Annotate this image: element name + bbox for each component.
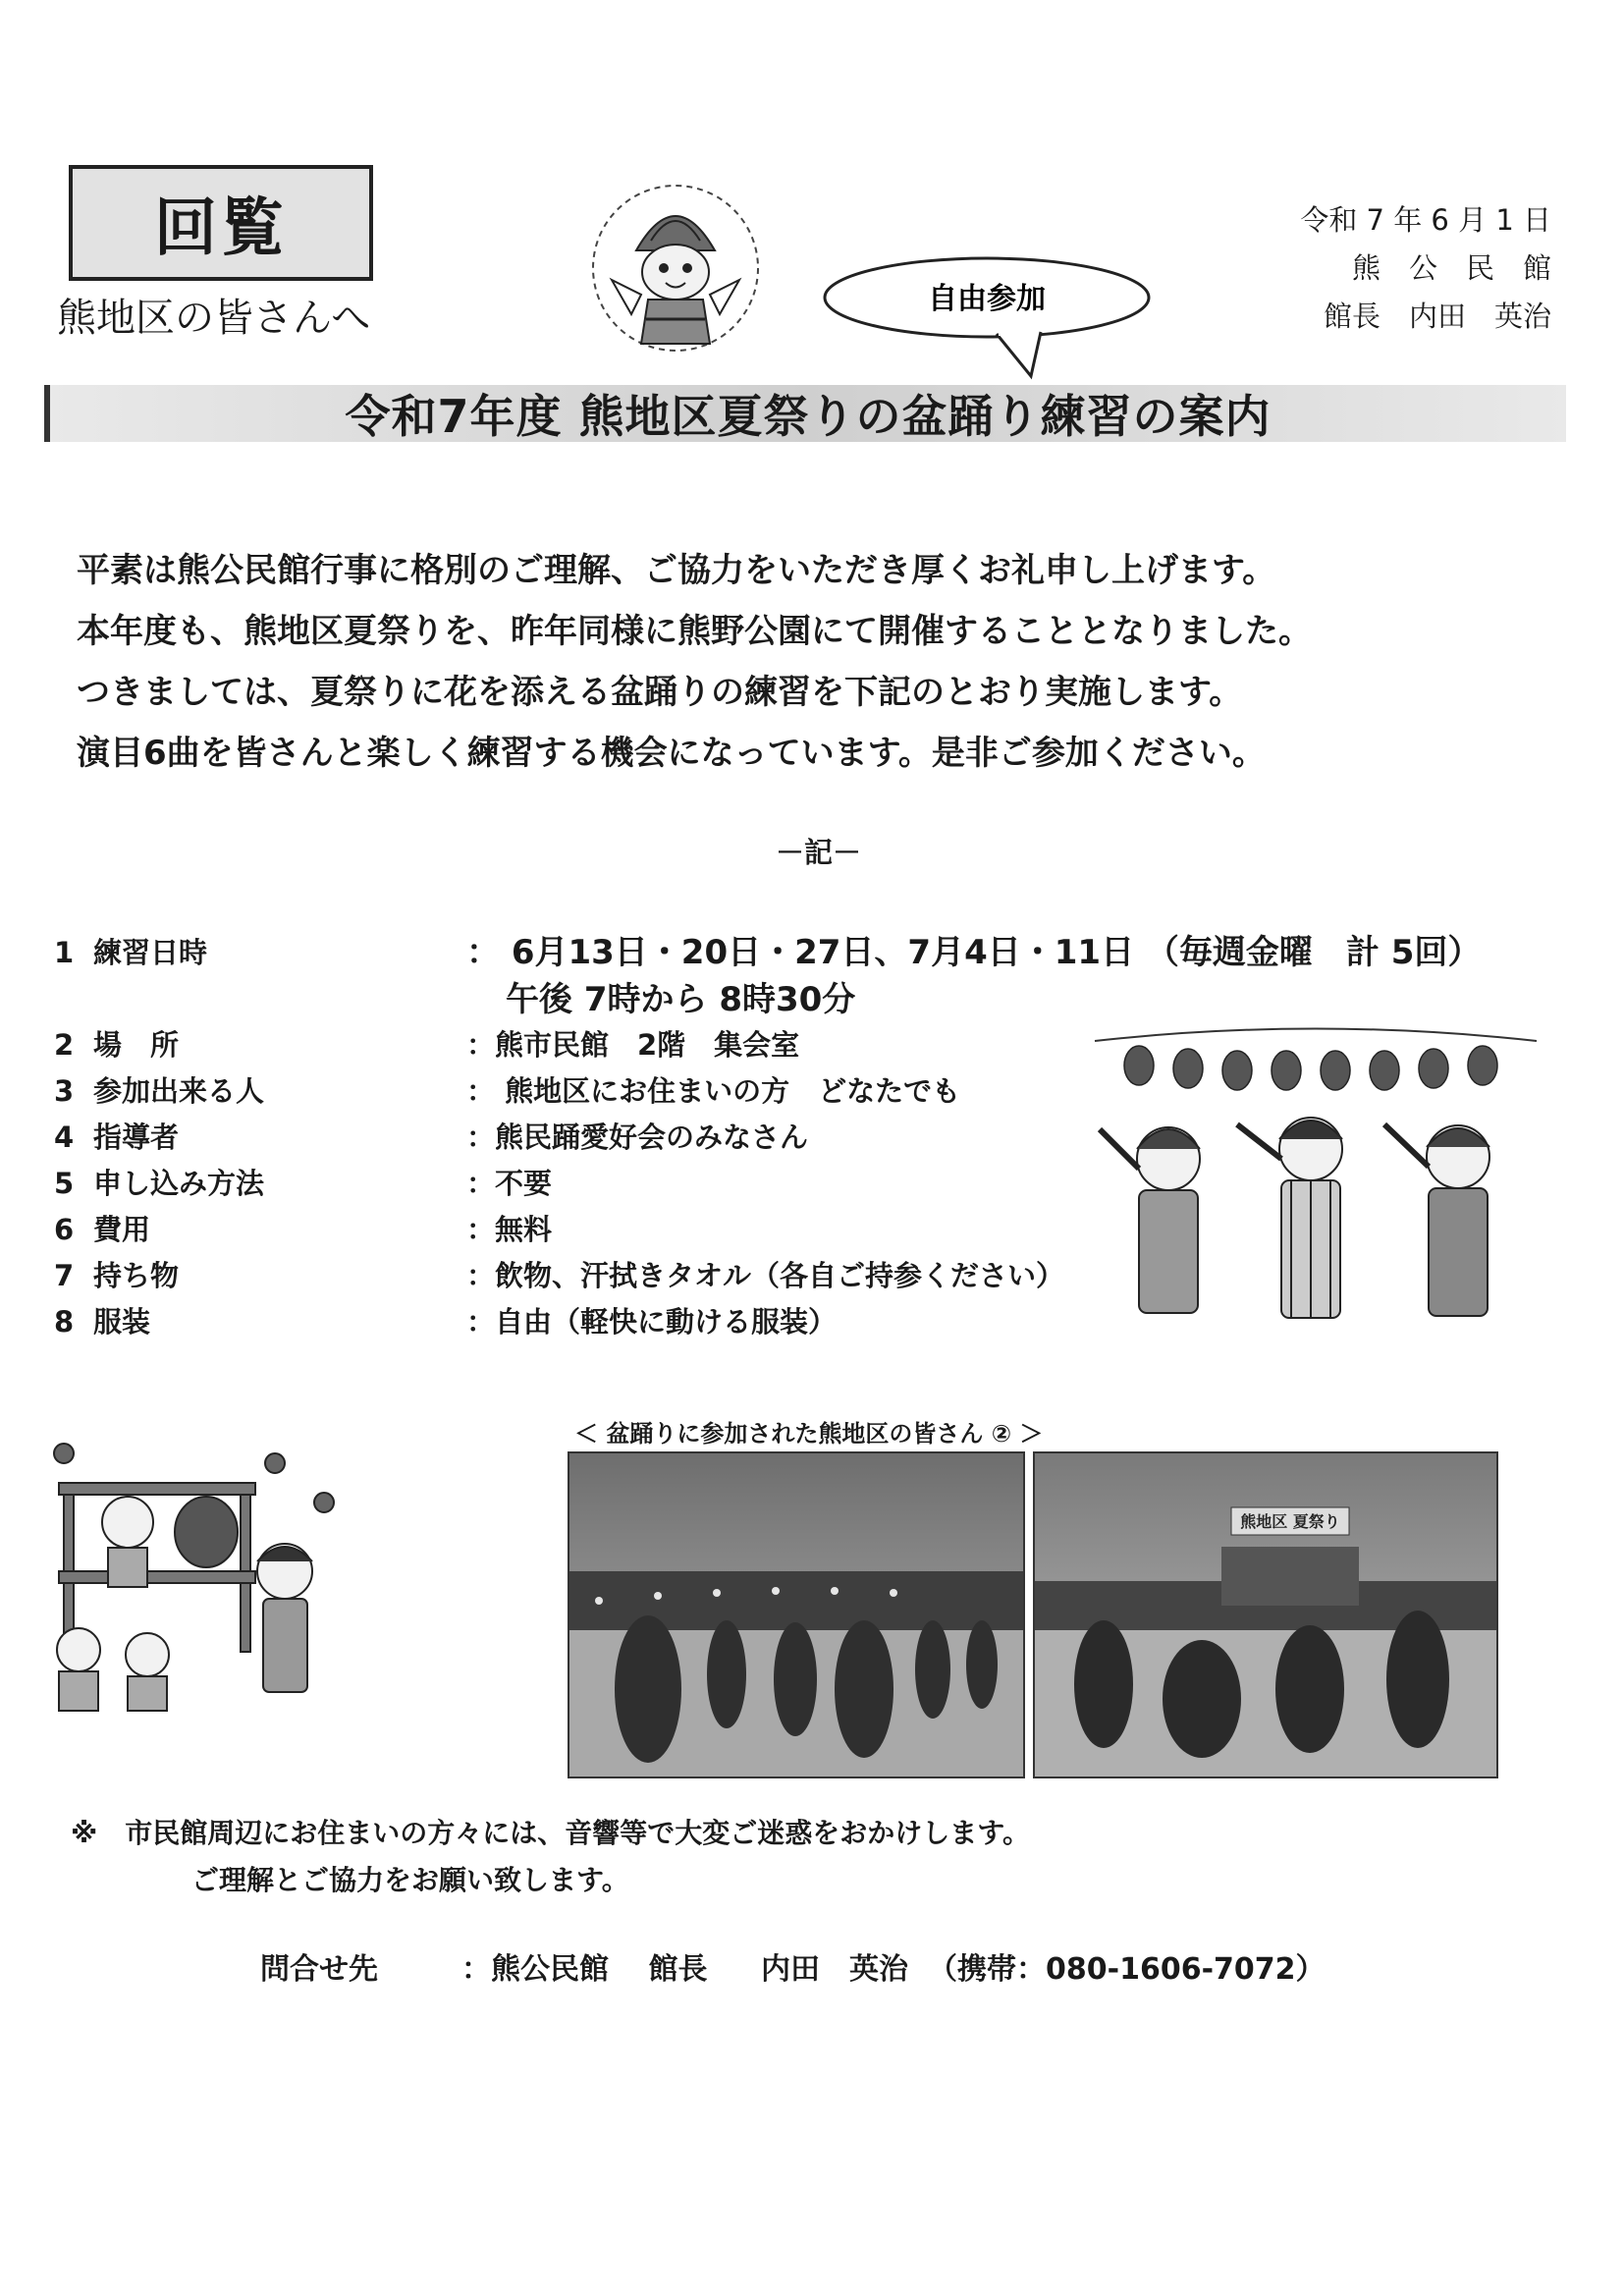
item-value: ：無料 — [466, 1213, 553, 1246]
greeting: 熊地区の皆さんへ — [57, 296, 371, 341]
issue-date: 令和 7 年 6 月 1 日 — [1300, 203, 1551, 237]
contact-org: ：熊公民館 館長 — [461, 1952, 708, 1987]
bubble-text: 自由参加 — [928, 282, 1046, 316]
mascot-illustration — [577, 182, 774, 354]
item-value: ：自由（軽快に動ける服装） — [466, 1305, 838, 1339]
date-block — [1227, 196, 1551, 341]
intro-paragraph — [77, 540, 1549, 784]
org-name: 熊 公 民 館 — [1351, 251, 1551, 285]
contact-name: 内田 英治 — [761, 1952, 908, 1987]
festival-photo-2 — [1033, 1451, 1498, 1778]
festival-banner: 熊地区 夏祭り — [1240, 1512, 1340, 1531]
intro-line: 平素は熊公民館行事に格別のご理解、ご協力をいただき厚くお礼申し上げます。 — [77, 551, 1276, 590]
item-value: ：熊市民館 2階 集会室 — [466, 1028, 800, 1062]
item-label: 4 指導者 — [54, 1121, 180, 1154]
item-label: 6 費用 — [54, 1213, 151, 1246]
item-label: 1 練習日時 — [54, 936, 208, 969]
ki-heading: －記－ — [776, 836, 862, 869]
item-value: ： 6月13日・20日・27日、7月4日・11日 （毎週金曜 計 5回） — [466, 933, 1482, 972]
note-line-1: ※ 市民館周辺にお住まいの方々には、音響等で大変ご迷惑をおかけします。 — [71, 1817, 1030, 1849]
item-value: ：飲物、汗拭きタオル（各自ご持参ください） — [466, 1259, 1065, 1292]
taiko-illustration — [39, 1424, 353, 1719]
item-label: 3 参加出来る人 — [54, 1074, 265, 1108]
intro-line: 演目6曲を皆さんと楽しく練習する機会になっています。是非ご参加ください。 — [77, 734, 1266, 773]
dancers-illustration — [1090, 1011, 1542, 1345]
item-label: 5 申し込み方法 — [54, 1167, 265, 1200]
item-label: 7 持ち物 — [54, 1259, 180, 1292]
photo-caption: ＜ 盆踊りに参加された熊地区の皆さん ② ＞ — [574, 1420, 1044, 1448]
item-value-time: 午後 7時から 8時30分 — [506, 980, 856, 1019]
contact-phone: （携帯：080-1606-7072） — [928, 1952, 1326, 1987]
festival-photo-1 — [568, 1451, 1025, 1778]
item-value: ：熊民踊愛好会のみなさん — [466, 1121, 809, 1154]
item-value: ：不要 — [466, 1167, 553, 1200]
contact-label: 問合せ先 — [260, 1952, 378, 1987]
note-line-2: ご理解とご協力をお願い致します。 — [191, 1864, 629, 1896]
item-label: 8 服装 — [54, 1305, 151, 1339]
item-label: 2 場 所 — [54, 1028, 180, 1062]
page-title: 令和7年度 熊地区夏祭りの盆踊り練習の案内 — [44, 385, 1566, 442]
intro-line: 本年度も、熊地区夏祭りを、昨年同様に熊野公園にて開催することとなりました。 — [77, 612, 1312, 651]
intro-line: つきましては、夏祭りに花を添える盆踊りの練習を下記のとおり実施します。 — [77, 673, 1243, 712]
director-name: 館長 内田 英治 — [1323, 300, 1551, 333]
item-value: ： 熊地区にお住まいの方 どなたでも — [466, 1074, 961, 1108]
kairan-label: 回覧 — [69, 165, 373, 281]
free-participation-bubble — [820, 253, 1154, 391]
